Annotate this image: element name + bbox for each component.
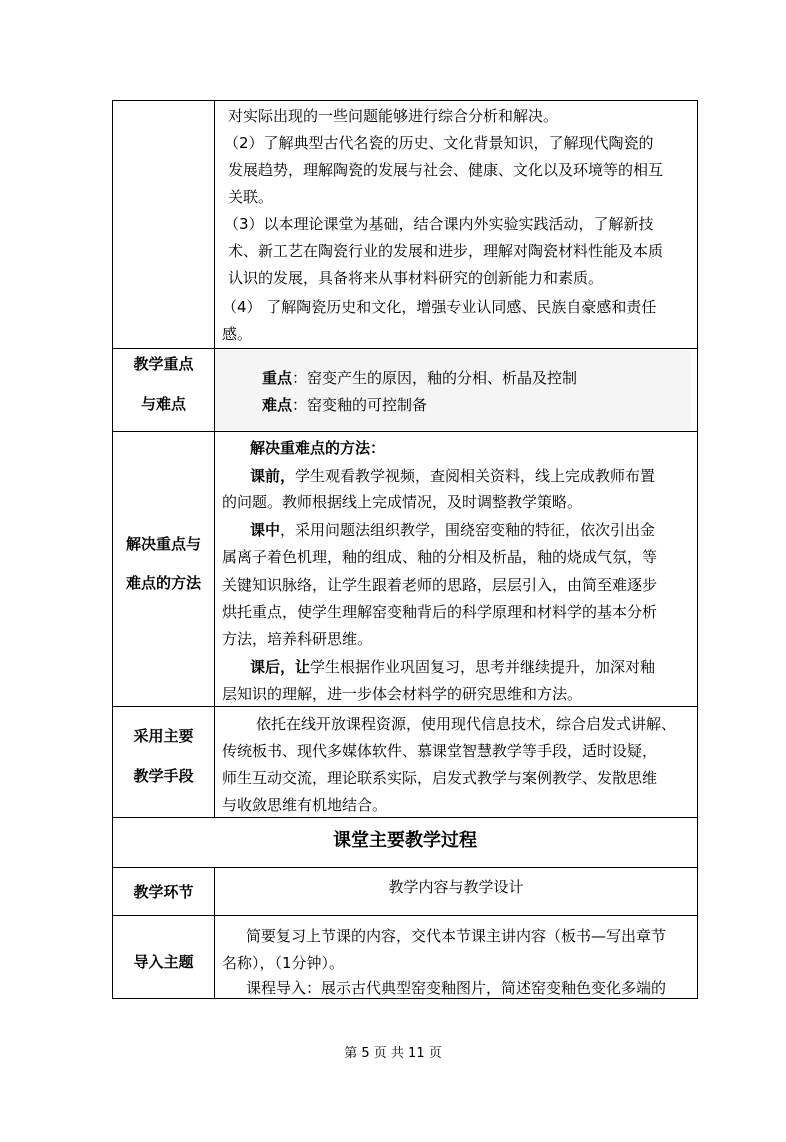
means-line: 依托在线开放课程资源，使用现代信息技术，综合启发式讲解、 [256,715,677,733]
means-line: 师生互动交流，理论联系实际，启发式教学与案例教学、发散思维 [222,769,658,787]
methods-line: 烘托重点，使学生理解窑变釉背后的科学原理和材料学的基本分析 [222,603,658,621]
means-label: 采用主要 [133,727,194,745]
in-class-label: 课中 [250,521,281,539]
objective-line: 术、新工艺在陶瓷行业的发展和进步，理解对陶瓷材料性能及本质 [228,242,664,260]
key-point-text: ：窑变产生的原因，釉的分相、析晶及控制 [292,369,578,387]
key-point-row [262,365,577,391]
column-header-content: 教学内容与教学设计 [388,878,524,896]
methods-line: 层知识的理解，进一步体会材料学的研究思维和方法。 [222,685,583,703]
methods-label-2: 难点的方法 [125,574,201,592]
intro-line: 名称），（1分钟）。 [222,954,345,972]
objective-line: 关联。 [228,188,274,206]
objective-line: 感。 [222,325,253,343]
pre-class-label: 课前， [250,467,296,485]
process-title: 课堂主要教学过程 [333,830,477,851]
methods-label: 解决重点与 [125,535,201,553]
page-footer: 第 5 页 共 11 页 [344,1046,442,1061]
key-point-label: 重点 [262,369,293,387]
post-class-text: 学生根据作业巩固复习，思考并继续提升，加深对釉 [310,658,656,676]
pre-class-text: 学生观看教学视频，查阅相关资料，线上完成教师布置 [295,467,656,485]
key-points-label: 教学重点 [133,355,194,373]
methods-heading: 解决重难点的方法： [250,439,386,457]
intro-line: 简要复习上节课的内容，交代本节课主讲内容（板书—写出章节 [246,927,667,945]
in-class-text: ，采用问题法组织教学， [280,521,446,539]
column-divider-1 [214,100,215,817]
difficult-point-label: 难点 [262,396,293,414]
key-points-label-2: 与难点 [140,395,186,413]
methods-line: 方法，培养科研思维。 [222,630,373,648]
table-border-top [112,100,698,101]
post-class-label: 课后，让 [250,658,311,676]
methods-post-class [250,654,655,680]
difficult-point-text: ：窑变釉的可控制备 [292,396,428,414]
means-line: 与收敛思维有机地结合。 [222,796,388,814]
means-label-2: 教学手段 [133,767,194,785]
intro-label: 导入主题 [133,953,194,971]
methods-line: 的问题。教师根据线上完成情况，及时调整教学策略。 [222,493,583,511]
row-divider [112,867,698,868]
in-class-text-2: 围绕窑变釉的特征，依次引出金 [445,521,656,539]
row-divider [112,817,698,818]
difficult-point-row [262,392,427,418]
row-divider [112,915,698,916]
methods-in-class [250,517,655,543]
objective-line: （2）了解典型古代名瓷的历史、文化背景知识，了解现代陶瓷的 [224,134,654,152]
objective-line: 发展趋势，理解陶瓷的发展与社会、健康、文化以及环境等的相互 [228,161,664,179]
objective-line: 认识的发展，具备将来从事材料研究的创新能力和素质。 [228,269,604,287]
objective-line: （3）以本理论课堂为基础，结合课内外实验实践活动，了解新技 [224,215,654,233]
objective-line: （4） 了解陶瓷历史和文化，增强专业认同感、民族自豪感和责任 [222,298,657,316]
methods-line: 关键知识脉络，让学生跟着老师的思路，层层引入，由简至难逐步 [222,576,658,594]
column-header-stage: 教学环节 [133,883,194,901]
objective-line: 对实际出现的一些问题能够进行综合分析和解决。 [228,107,559,125]
intro-line-clipped [222,978,697,998]
row-divider [112,431,698,432]
table-border-bottom [112,998,698,999]
means-line: 传统板书、现代多媒体软件、慕课堂智慧教学等手段，适时设疑， [222,742,658,760]
intro-line-3: 课程导入：展示古代典型窑变釉图片，简述窑变釉色变化多端的 [246,979,667,997]
table-border-right [697,100,698,999]
methods-line: 属离子着色机理，釉的组成、釉的分相及析晶，釉的烧成气氛，等 [222,548,658,566]
methods-pre-class [250,463,655,489]
